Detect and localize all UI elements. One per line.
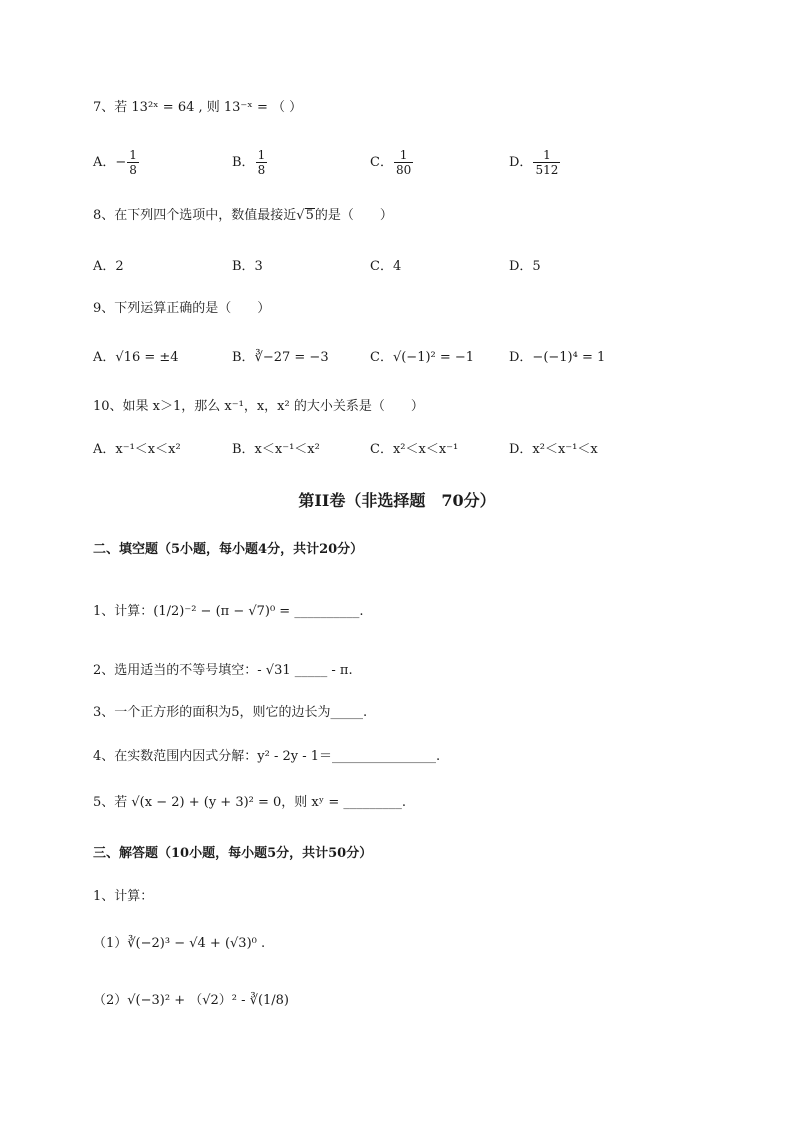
fill-item-5: 5、若 √(x − 2) + (y + 3)² = 0，则 xʸ = _________. — [93, 795, 407, 810]
fill-item-4: 4、在实数范围内因式分解：y² - 2y - 1＝________________. — [93, 749, 441, 764]
numerator: 1 — [257, 148, 266, 162]
fraction — [533, 148, 560, 177]
fraction — [127, 148, 139, 177]
numerator: 1 — [533, 148, 560, 163]
fraction — [256, 148, 268, 177]
fraction — [394, 148, 413, 177]
q8-option-c: C．4 — [370, 259, 402, 274]
solve-sub-1: （1）∛(−2)³ − √4 + (√3)⁰ . — [93, 936, 266, 951]
solve-sub-2: （2）√(−3)² + （√2）² - ∛(1/8) — [93, 993, 290, 1008]
q7-option-a — [93, 148, 140, 177]
q10-option-a: A．x⁻¹＜x＜x² — [93, 442, 181, 457]
fill-item-1: 1、计算：(1/2)⁻² − (π − √7)⁰ = __________. — [93, 604, 364, 619]
denominator: 8 — [129, 163, 137, 177]
q10-option-c: C．x²＜x＜x⁻¹ — [370, 442, 459, 457]
radicand: 5 — [305, 208, 314, 223]
q10-option-d: D．x²＜x⁻¹＜x — [509, 442, 598, 457]
q9-option-c: C．√(−1)² = −1 — [370, 350, 475, 365]
denominator: 8 — [257, 163, 266, 177]
part-2-title: 第II卷（非选择题 70分） — [298, 491, 496, 510]
stem-text: 的是（ ） — [314, 208, 393, 223]
fill-blank-heading: 二、填空题（5小题，每小题4分，共计20分） — [93, 542, 364, 557]
q8-option-b: B．3 — [232, 259, 263, 274]
question-7-stem: 7、若 13²ˣ = 64 , 则 13⁻ˣ = （ ） — [93, 100, 303, 115]
question-8-stem — [93, 206, 393, 226]
question-10-stem: 10、如果 x＞1，那么 x⁻¹，x，x² 的大小关系是（ ） — [93, 399, 424, 414]
q8-option-a: A．2 — [93, 259, 124, 274]
question-9-stem: 9、下列运算正确的是（ ） — [93, 301, 271, 316]
q9-option-b: B．∛−27 = −3 — [232, 350, 329, 365]
q8-option-d: D．5 — [509, 259, 541, 274]
solve-question-1: 1、计算： — [93, 889, 154, 904]
q7-option-b — [232, 148, 268, 177]
fill-item-2: 2、选用适当的不等号填空：- √31 _____ - π. — [93, 663, 353, 678]
q7-option-d — [509, 148, 561, 177]
stem-text: 8、在下列四个选项中，数值最接近 — [93, 208, 297, 223]
option-letter: A．− — [93, 155, 127, 170]
option-letter: B． — [232, 155, 255, 170]
solve-heading: 三、解答题（10小题，每小题5分，共计50分） — [93, 846, 373, 861]
option-letter: D． — [509, 155, 533, 170]
numerator: 1 — [394, 148, 413, 163]
q10-option-b: B．x＜x⁻¹＜x² — [232, 442, 320, 457]
denominator: 512 — [535, 163, 559, 177]
q9-option-d: D．−(−1)⁴ = 1 — [509, 350, 606, 365]
numerator: 1 — [129, 148, 137, 162]
q9-option-a: A．√16 = ±4 — [93, 350, 179, 365]
fill-item-3: 3、一个正方形的面积为5，则它的边长为_____. — [93, 705, 368, 720]
q7-option-c — [370, 148, 414, 177]
denominator: 80 — [395, 163, 412, 177]
option-letter: C． — [370, 155, 393, 170]
radical-sign: √ — [296, 208, 305, 223]
